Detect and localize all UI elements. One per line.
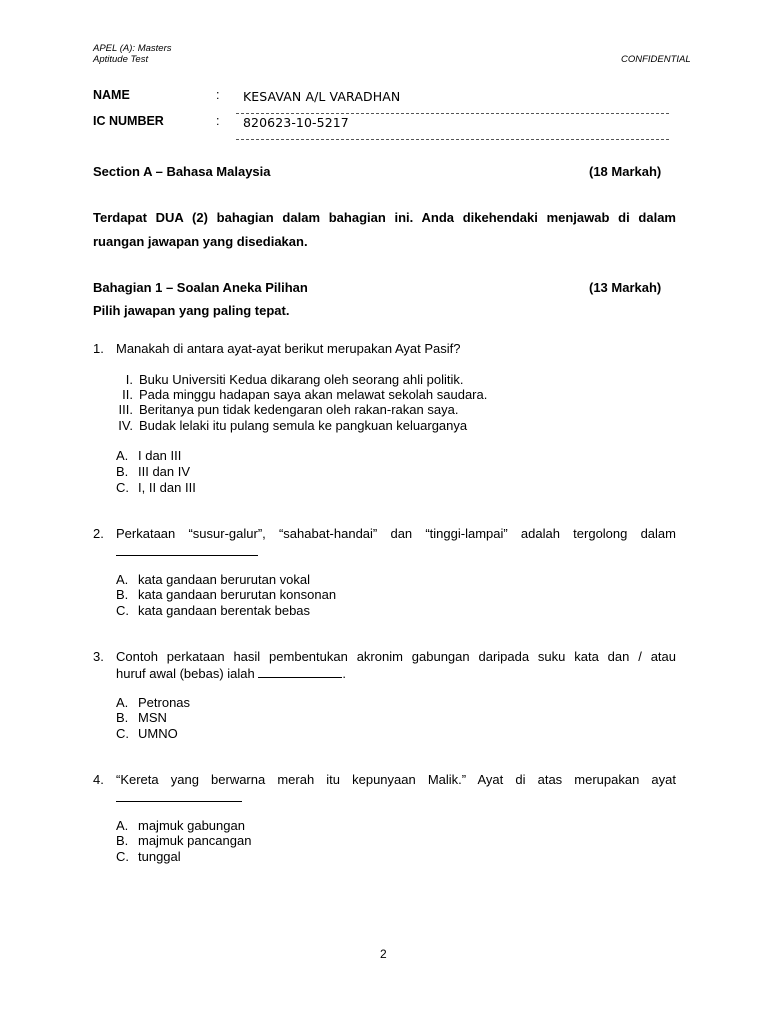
name-value: KESAVAN A/L VARADHAN bbox=[243, 89, 401, 104]
header-test-name: Aptitude Test bbox=[93, 54, 149, 65]
section-instruction-line-2: ruangan jawapan yang disediakan. bbox=[93, 234, 308, 249]
question-4-option-b[interactable]: B. majmuk pancangan bbox=[116, 833, 252, 848]
ic-number-label: IC NUMBER bbox=[93, 114, 164, 128]
question-4-number: 4. bbox=[93, 772, 104, 787]
question-1-option-b[interactable]: B. III dan IV bbox=[116, 464, 191, 479]
question-2-option-c[interactable]: C. kata gandaan berentak bebas bbox=[116, 603, 311, 618]
question-4-text: “Kereta yang berwarna merah itu kepunyaan Malik.” Ayat di atas merupakan ayat bbox=[116, 772, 676, 787]
question-2-option-b[interactable]: B. kata gandaan berurutan konsonan bbox=[116, 587, 337, 602]
name-label: NAME bbox=[93, 88, 130, 102]
question-3-text-line-1: Contoh perkataan hasil pembentukan akronim gabungan daripada suku kata dan / atau bbox=[116, 649, 676, 664]
part-marks: (13 Markah) bbox=[589, 280, 662, 295]
question-3-text-line-2: huruf awal (bebas) ialah . bbox=[116, 666, 346, 681]
header-confidential: CONFIDENTIAL bbox=[621, 54, 691, 65]
question-3-option-a[interactable]: A. Petronas bbox=[116, 695, 191, 710]
question-3-option-c[interactable]: C. UMNO bbox=[116, 726, 178, 741]
question-1-text: Manakah di antara ayat-ayat berikut merupakan Ayat Pasif? bbox=[116, 341, 461, 356]
question-1-statement: IV. Budak lelaki itu pulang semula ke pangkuan keluarganya bbox=[118, 418, 468, 433]
page-number: 2 bbox=[380, 947, 387, 961]
part-title: Bahagian 1 – Soalan Aneka Pilihan bbox=[93, 280, 308, 295]
question-2-answer-blank[interactable] bbox=[116, 543, 258, 561]
ic-number-colon: : bbox=[216, 114, 220, 128]
question-4-option-c[interactable]: C. tunggal bbox=[116, 849, 181, 864]
question-1-option-a[interactable]: A. I dan III bbox=[116, 448, 182, 463]
section-marks: (18 Markah) bbox=[589, 164, 662, 179]
question-3-number: 3. bbox=[93, 649, 104, 664]
name-dotted-line bbox=[236, 113, 669, 114]
question-1-option-c[interactable]: C. I, II dan III bbox=[116, 480, 196, 495]
section-title: Section A – Bahasa Malaysia bbox=[93, 164, 271, 179]
question-2-text: Perkataan “susur-galur”, “sahabat-handai” dan “tinggi-lampai” adalah tergolong dalam bbox=[116, 526, 676, 541]
question-2-number: 2. bbox=[93, 526, 104, 541]
question-1-statement: II. Pada minggu hadapan saya akan melawat sekolah saudara. bbox=[122, 387, 488, 402]
section-instruction-line-1: Terdapat DUA (2) bahagian dalam bahagian ini. Anda dikehendaki menjawab di dalam bbox=[93, 210, 676, 225]
ic-number-value: 820623-10-5217 bbox=[243, 115, 349, 130]
ic-number-dotted-line bbox=[236, 139, 669, 140]
question-1-number: 1. bbox=[93, 341, 104, 356]
part-instruction: Pilih jawapan yang paling tepat. bbox=[93, 303, 290, 318]
header-course: APEL (A): Masters bbox=[93, 43, 172, 54]
question-2-option-a[interactable]: A. kata gandaan berurutan vokal bbox=[116, 572, 311, 587]
question-4-option-a[interactable]: A. majmuk gabungan bbox=[116, 818, 245, 833]
question-3-answer-blank[interactable] bbox=[258, 665, 342, 678]
question-3-option-b[interactable]: B. MSN bbox=[116, 710, 167, 725]
question-1-statement: I. Buku Universiti Kedua dikarang oleh seorang ahli politik. bbox=[125, 372, 464, 387]
question-4-answer-blank[interactable] bbox=[116, 789, 242, 807]
name-colon: : bbox=[216, 88, 220, 102]
question-1-statement: III. Beritanya pun tidak kedengaran oleh rakan-rakan saya. bbox=[118, 402, 459, 417]
